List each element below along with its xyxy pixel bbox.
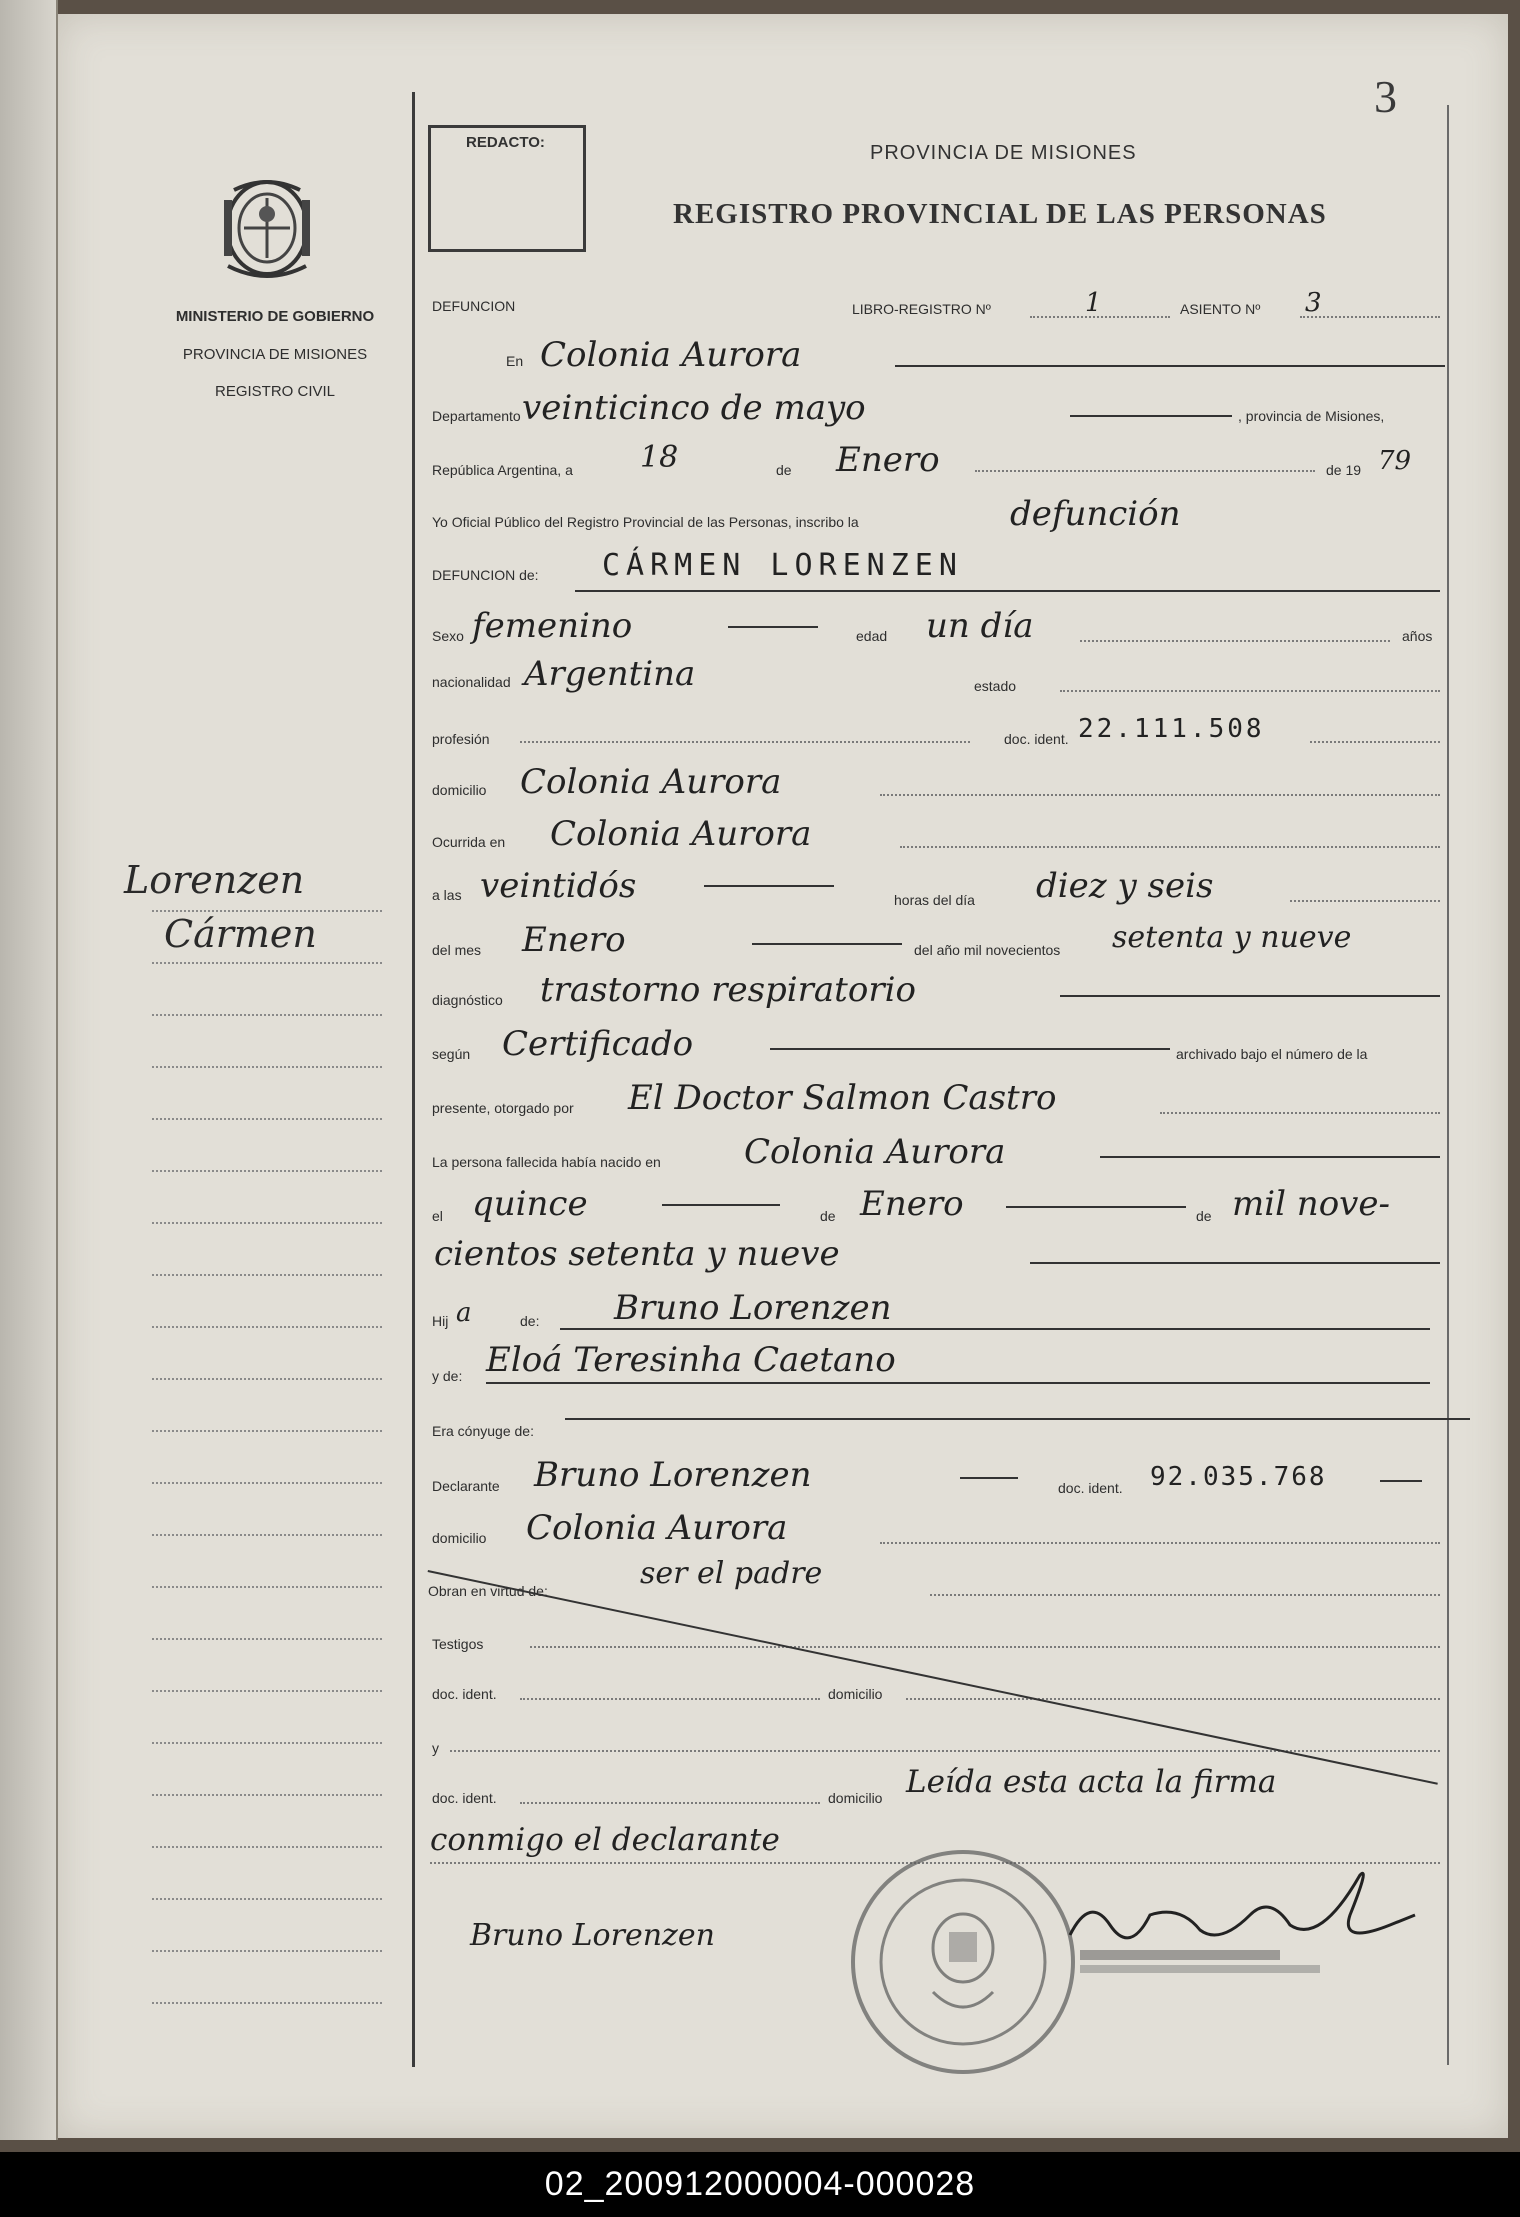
- sexo-label: Sexo: [432, 628, 464, 644]
- declarante-value: Bruno Lorenzen: [534, 1455, 812, 1495]
- nac-dia-line: [662, 1204, 780, 1206]
- margin-ruled-line: [152, 1794, 382, 1796]
- nac-mes-line: [1006, 1206, 1186, 1208]
- t2-dom-label: domicilio: [828, 1790, 883, 1806]
- margin-ruled-line: [152, 962, 382, 964]
- mes-value: Enero: [836, 440, 940, 480]
- t1-doc-label: doc. ident.: [432, 1686, 497, 1702]
- profesion-line: [520, 741, 970, 743]
- t2-doc-line: [520, 1802, 820, 1804]
- hora-value: veintidós: [480, 866, 637, 906]
- horas-del-dia-label: horas del día: [894, 892, 975, 908]
- ocurrida-line: [900, 846, 1440, 848]
- margin-ruled-line: [152, 1014, 382, 1016]
- register-page: [58, 14, 1508, 2138]
- margin-ruled-line: [152, 1430, 382, 1432]
- margin-given-name: Cármen: [164, 912, 317, 956]
- header-province: PROVINCIA DE MISIONES: [870, 142, 1137, 164]
- closing-line-1: Leída esta acta la firma: [906, 1764, 1277, 1800]
- hora-line: [704, 885, 834, 887]
- redacto-box: [428, 125, 586, 252]
- doc-ident-label: doc. ident.: [1004, 731, 1069, 747]
- margin-ruled-line: [152, 1690, 382, 1692]
- nacido-line: [1100, 1156, 1440, 1158]
- ministry-line-1: MINISTERIO DE GOBIERNO: [175, 308, 375, 325]
- hija-de-label: de:: [520, 1313, 540, 1329]
- margin-ruled-line: [152, 1326, 382, 1328]
- del-mes-value: Enero: [522, 920, 626, 960]
- asiento-label: ASIENTO Nº: [1180, 301, 1261, 317]
- testigos-line: [530, 1646, 1440, 1648]
- t1-dom-label: domicilio: [828, 1686, 883, 1702]
- header-registry: REGISTRO PROVINCIAL DE LAS PERSONAS: [673, 198, 1327, 230]
- estado-line: [1060, 690, 1440, 692]
- obran-label: Obran en virtud de:: [428, 1583, 548, 1599]
- segun-label: según: [432, 1046, 471, 1062]
- nombre-value: CÁRMEN LORENZEN: [602, 548, 963, 583]
- padre-line: [560, 1328, 1430, 1330]
- coat-of-arms-icon: [214, 170, 320, 286]
- page-number: 3: [1374, 71, 1397, 122]
- margin-ruled-line: [152, 1534, 382, 1536]
- decl-domicilio-label: domicilio: [432, 1530, 487, 1546]
- diagnostico-label: diagnóstico: [432, 992, 503, 1008]
- margin-ruled-line: [152, 1378, 382, 1380]
- otorgado-line: [1160, 1112, 1440, 1114]
- nac-anio-line: [1030, 1262, 1440, 1264]
- presente-label: presente, otorgado por: [432, 1100, 574, 1116]
- image-caption: 02_200912000004-000028: [544, 2165, 976, 2203]
- right-border: [1447, 105, 1449, 2065]
- dia-value: 18: [640, 440, 679, 475]
- archivado-label: archivado bajo el número de la: [1176, 1046, 1368, 1062]
- margin-ruled-line: [152, 1274, 382, 1276]
- departamento-line: [1070, 415, 1232, 417]
- diagnostico-line: [1060, 995, 1440, 997]
- margin-ruled-line: [152, 1638, 382, 1640]
- diagnostico-value: trastorno respiratorio: [540, 970, 916, 1010]
- nac-anio-value: mil nove-: [1232, 1184, 1390, 1224]
- margin-ruled-line: [152, 1586, 382, 1588]
- ocurrida-label: Ocurrida en: [432, 834, 506, 850]
- edad-line: [1080, 640, 1390, 642]
- anios-label: años: [1402, 628, 1433, 644]
- del-mes-line: [752, 943, 902, 945]
- nac-dia-value: quince: [472, 1184, 588, 1224]
- official-signature-icon: [1060, 1855, 1420, 1985]
- nacionalidad-value: Argentina: [524, 654, 696, 694]
- redacto-label: REDACTO:: [466, 134, 545, 151]
- anio-value: 79: [1378, 446, 1412, 476]
- mes-line: [975, 470, 1315, 472]
- decl-doc-label: doc. ident.: [1058, 1480, 1123, 1496]
- caption-bar: [0, 2152, 1520, 2217]
- margin-divider: [412, 92, 415, 2067]
- nacionalidad-label: nacionalidad: [432, 674, 511, 690]
- edad-value: un día: [926, 606, 1034, 646]
- del-mes-label: del mes: [432, 942, 482, 958]
- margin-ruled-line: [152, 1898, 382, 1900]
- ocurrida-value: Colonia Aurora: [550, 814, 812, 854]
- t1-doc-line: [520, 1698, 820, 1700]
- margin-ruled-line: [152, 1742, 382, 1744]
- provincia-label: , provincia de Misiones,: [1238, 408, 1385, 424]
- margin-ruled-line: [152, 1846, 382, 1848]
- domicilio-label: domicilio: [432, 782, 487, 798]
- domicilio-line: [880, 794, 1440, 796]
- padre-value: Bruno Lorenzen: [614, 1288, 892, 1328]
- margin-surname: Lorenzen: [124, 858, 305, 902]
- ministry-line-2: PROVINCIA DE MISIONES: [182, 346, 368, 363]
- nacido-value: Colonia Aurora: [744, 1132, 1006, 1172]
- t1-dom-line: [906, 1698, 1440, 1700]
- margin-ruled-line: [152, 1482, 382, 1484]
- en-line: [895, 365, 1445, 367]
- hija-label: Hij: [432, 1313, 449, 1329]
- decl-domicilio-line: [880, 1542, 1440, 1544]
- ministry-line-3: REGISTRO CIVIL: [214, 383, 336, 400]
- asiento-value: 3: [1305, 288, 1322, 318]
- segun-value: Certificado: [502, 1024, 694, 1064]
- republica-label: República Argentina, a: [432, 462, 573, 478]
- en-value: Colonia Aurora: [540, 335, 802, 375]
- decl-doc-value: 92.035.768: [1150, 1462, 1327, 1492]
- form-title-label: DEFUNCION: [432, 298, 516, 314]
- nac-de-label: de: [820, 1208, 836, 1224]
- dia-texto-line: [1290, 900, 1440, 902]
- y-de-label: y de:: [432, 1368, 463, 1384]
- dia-texto-value: diez y seis: [1036, 866, 1214, 906]
- nac-mes-value: Enero: [860, 1184, 964, 1224]
- previous-page-edge: [0, 0, 58, 2140]
- otorgado-value: El Doctor Salmon Castro: [628, 1078, 1057, 1118]
- defuncion-de-label: DEFUNCION de:: [432, 567, 539, 583]
- closing-line-2: conmigo el declarante: [430, 1822, 780, 1858]
- de-anio-label: de 19: [1326, 462, 1362, 478]
- nac-de2-label: de: [1196, 1208, 1212, 1224]
- doc-ident-line: [1310, 741, 1440, 743]
- libro-value: 1: [1085, 288, 1102, 318]
- margin-ruled-line: [152, 1118, 382, 1120]
- decl-domicilio-value: Colonia Aurora: [526, 1508, 788, 1548]
- t2-doc-label: doc. ident.: [432, 1790, 497, 1806]
- decl-doc-line: [1380, 1480, 1422, 1482]
- hija-letter: a: [456, 1298, 472, 1328]
- declarante-label: Declarante: [432, 1478, 500, 1494]
- domicilio-value: Colonia Aurora: [520, 762, 782, 802]
- departamento-label: Departamento: [432, 408, 521, 424]
- conyuge-label: Era cónyuge de:: [432, 1423, 534, 1439]
- y-label: y: [432, 1740, 439, 1756]
- en-label: En: [506, 353, 524, 369]
- declarante-line: [960, 1477, 1018, 1479]
- margin-ruled-line: [152, 1950, 382, 1952]
- margin-ruled-line: [152, 910, 382, 912]
- sexo-line: [728, 626, 818, 628]
- a-las-label: a las: [432, 887, 462, 903]
- conyuge-line: [565, 1418, 1470, 1420]
- sexo-value: femenino: [472, 606, 633, 646]
- segun-line: [770, 1048, 1170, 1050]
- official-stamp-icon: [843, 1842, 1083, 2082]
- nac-anio-value-2: cientos setenta y nueve: [434, 1234, 840, 1274]
- libro-label: LIBRO-REGISTRO Nº: [852, 301, 991, 317]
- estado-label: estado: [974, 678, 1017, 694]
- yo-oficial-label: Yo Oficial Público del Registro Provincial de las Personas, inscribo la: [432, 514, 859, 530]
- margin-ruled-line: [152, 1066, 382, 1068]
- margin-ruled-line: [152, 1222, 382, 1224]
- de-label: de: [776, 462, 792, 478]
- inscribo-value: defunción: [1010, 494, 1181, 534]
- profesion-label: profesión: [432, 731, 490, 747]
- madre-value: Eloá Teresinha Caetano: [486, 1340, 896, 1380]
- margin-ruled-line: [152, 1170, 382, 1172]
- obran-line: [930, 1594, 1440, 1596]
- nombre-line: [575, 590, 1440, 592]
- nacido-label: La persona fallecida había nacido en: [432, 1154, 661, 1170]
- el-label: el: [432, 1208, 443, 1224]
- anio-texto-value: setenta y nueve: [1112, 920, 1352, 955]
- doc-ident-value: 22.111.508: [1078, 714, 1265, 744]
- edad-label: edad: [856, 628, 888, 644]
- madre-line: [486, 1382, 1430, 1384]
- del-anio-label: del año mil novecientos: [914, 942, 1061, 958]
- declarant-signature: Bruno Lorenzen: [470, 1918, 715, 1953]
- obran-value: ser el padre: [640, 1556, 823, 1591]
- testigos-label: Testigos: [432, 1636, 484, 1652]
- departamento-value: veinticinco de mayo: [522, 388, 866, 428]
- margin-ruled-line: [152, 2002, 382, 2004]
